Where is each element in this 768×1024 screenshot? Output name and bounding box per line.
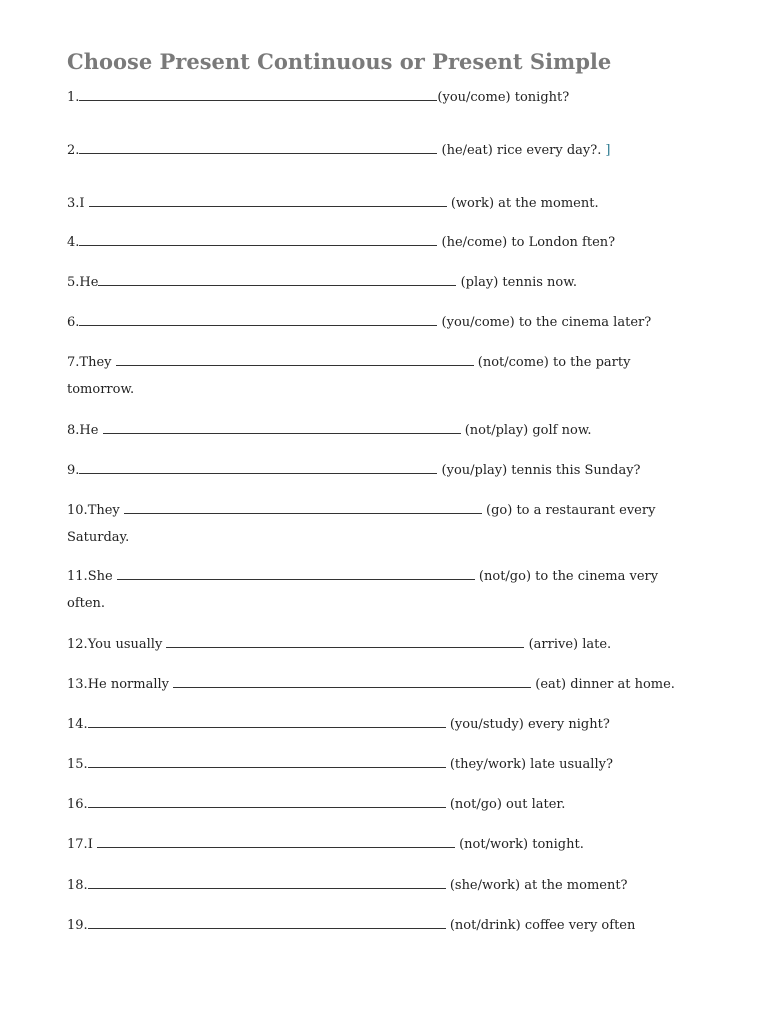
exercise-line (67, 143, 610, 158)
verb-hint: (they/work) late usually? (445, 757, 613, 772)
verb-hint: (work) at the moment. (446, 196, 599, 211)
exercise-item (67, 137, 697, 164)
item-number: 9. (67, 463, 80, 478)
item-number: 10. (67, 503, 88, 518)
exercise-line (67, 757, 613, 772)
sentence-continuation: tomorrow. (67, 382, 135, 397)
exercise-item (67, 831, 697, 858)
exercise-item (67, 269, 697, 296)
verb-hint: (you/study) every night? (445, 717, 610, 732)
verb-hint: (not/work) tonight. (454, 837, 584, 852)
exercise-item (67, 229, 697, 256)
exercise-item (67, 711, 697, 738)
exercise-item (67, 791, 697, 818)
answer-blank[interactable] (98, 271, 456, 286)
exercise-line (67, 918, 635, 933)
sentence-continuation: Saturday. (67, 530, 130, 545)
verb-hint: (play) tennis now. (456, 275, 577, 290)
answer-blank[interactable] (79, 311, 437, 326)
verb-hint: (not/go) to the cinema very (474, 569, 659, 584)
verb-hint: (he/come) to London ften? (437, 235, 616, 250)
exercise-line (67, 315, 651, 330)
exercise-item (67, 497, 697, 551)
answer-blank[interactable] (173, 673, 531, 688)
exercise-line (67, 797, 565, 812)
sentence-prefix: He (79, 275, 99, 290)
verb-hint: (he/eat) rice every day?. (437, 143, 602, 158)
exercise-line (67, 717, 610, 732)
exercise-line (67, 463, 641, 478)
exercise-line (67, 355, 630, 370)
exercise-item (67, 563, 697, 617)
verb-hint: (arrive) late. (524, 637, 612, 652)
answer-blank[interactable] (166, 633, 524, 648)
exercise-item (67, 84, 697, 111)
answer-blank[interactable] (116, 351, 474, 366)
exercise-item (67, 309, 697, 336)
sentence-prefix: You usually (87, 637, 167, 652)
item-number: 5. (67, 275, 80, 290)
verb-hint: (go) to a restaurant every (481, 503, 656, 518)
item-number: 1. (67, 90, 80, 105)
exercise-line (67, 90, 569, 105)
exercise-item (67, 457, 697, 484)
answer-blank[interactable] (117, 565, 475, 580)
sentence-prefix: I (79, 196, 89, 211)
verb-hint: (you/come) tonight? (437, 90, 570, 105)
exercise-item (67, 417, 697, 444)
exercise-line (67, 503, 655, 518)
answer-blank[interactable] (79, 139, 437, 154)
exercise-line (67, 569, 658, 584)
sentence-prefix: I (87, 837, 97, 852)
answer-blank[interactable] (88, 914, 446, 929)
sentence-continuation: often. (67, 596, 106, 611)
verb-hint: (she/work) at the moment? (445, 878, 628, 893)
exercise-line (67, 677, 675, 692)
item-number: 12. (67, 637, 88, 652)
item-number: 14. (67, 717, 88, 732)
verb-hint: (not/go) out later. (445, 797, 566, 812)
answer-blank[interactable] (88, 753, 446, 768)
exercise-item (67, 751, 697, 778)
exercise-item (67, 671, 697, 698)
sentence-prefix: They (79, 355, 116, 370)
item-number: 13. (67, 677, 88, 692)
verb-hint: (not/drink) coffee very often (445, 918, 636, 933)
item-number: 7. (67, 355, 80, 370)
exercise-line (67, 275, 577, 290)
answer-blank[interactable] (103, 419, 461, 434)
answer-blank[interactable] (88, 713, 446, 728)
exercise-item (67, 872, 697, 899)
exercise-item (67, 631, 697, 658)
exercise-line (67, 423, 592, 438)
item-number: 4. (67, 235, 80, 250)
answer-blank[interactable] (79, 231, 437, 246)
item-number: 16. (67, 797, 88, 812)
bracket-mark: ] (605, 143, 611, 158)
item-number: 11. (67, 569, 88, 584)
verb-hint: (you/play) tennis this Sunday? (437, 463, 641, 478)
sentence-prefix: They (87, 503, 124, 518)
verb-hint: (eat) dinner at home. (531, 677, 675, 692)
exercise-item (67, 349, 697, 403)
answer-blank[interactable] (88, 793, 446, 808)
sentence-prefix: He normally (87, 677, 174, 692)
answer-blank[interactable] (79, 459, 437, 474)
item-number: 8. (67, 423, 80, 438)
item-number: 3. (67, 196, 80, 211)
answer-blank[interactable] (89, 192, 447, 207)
answer-blank[interactable] (124, 499, 482, 514)
item-number: 18. (67, 878, 88, 893)
exercise-line (67, 637, 611, 652)
sentence-prefix: She (87, 569, 117, 584)
answer-blank[interactable] (79, 86, 437, 101)
exercise-item (67, 190, 697, 217)
item-number: 19. (67, 918, 88, 933)
item-number: 17. (67, 837, 88, 852)
answer-blank[interactable] (88, 874, 446, 889)
exercise-line (67, 196, 599, 211)
exercise-line (67, 235, 615, 250)
item-number: 6. (67, 315, 80, 330)
sentence-prefix: He (79, 423, 103, 438)
exercise-item (67, 912, 697, 939)
item-number: 15. (67, 757, 88, 772)
item-number: 2. (67, 143, 80, 158)
verb-hint: (not/come) to the party (473, 355, 631, 370)
verb-hint: (you/come) to the cinema later? (437, 315, 652, 330)
exercise-line (67, 878, 628, 893)
exercise-line (67, 837, 584, 852)
answer-blank[interactable] (97, 833, 455, 848)
page-title: Choose Present Continuous or Present Simple (67, 49, 612, 74)
verb-hint: (not/play) golf now. (460, 423, 592, 438)
